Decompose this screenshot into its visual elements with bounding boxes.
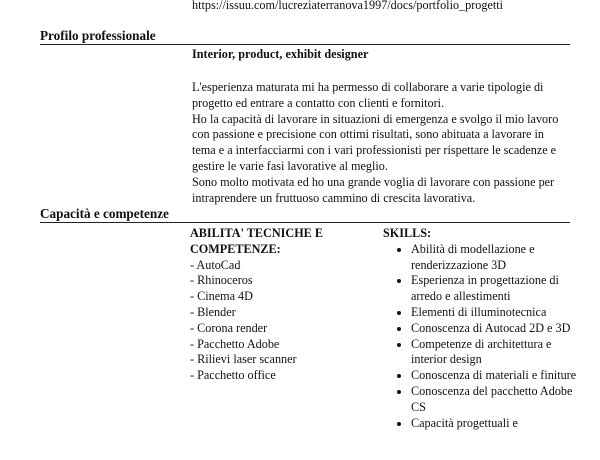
profile-line-3: Sono molto motivata ed ho una grande voglia di lavorare con passione per intraprendere un fruttuoso cammino di crescita lavorativa. [192, 174, 555, 205]
list-item: • Conoscenza del pacchetto Adobe CS [411, 384, 578, 416]
list-item: - Pacchetto office [190, 368, 276, 383]
list-item: - Corona render [190, 320, 268, 335]
portfolio-url[interactable]: https://issuu.com/lucreziaterranova1997/docs/portfolio_progetti [192, 0, 504, 12]
list-item: • Esperienza in progettazione di arredo e allestimenti [411, 273, 578, 305]
list-item: • Competenze di architettura e interior design [411, 337, 578, 369]
list-item: - Rhinoceros [190, 273, 253, 288]
list-item: • Elementi di illuminotecnica [411, 305, 578, 321]
skills-title: SKILLS: [383, 226, 432, 240]
profile-heading: Profilo professionale [40, 28, 156, 43]
list-item: • Conoscenza di materiali e finiture [411, 368, 578, 384]
profile-divider [40, 44, 570, 45]
profile-line-1: L'esperienza maturata mi ha permesso di collaborare a varie tipologie di progetto ed entrare a contatto con clienti e fornitori. [192, 80, 544, 110]
list-item: • Abilità di modellazione e renderizzazione 3D [411, 242, 578, 274]
technical-skills-list [190, 258, 350, 384]
list-item: - Pacchetto Adobe [190, 336, 280, 351]
skills-column [383, 226, 578, 431]
list-item: • Capacità progettuali e [411, 416, 578, 432]
technical-skills-column [190, 226, 350, 384]
list-item: - Blender [190, 304, 236, 319]
list-item: • Conoscenza di Autocad 2D e 3D [411, 321, 578, 337]
technical-skills-title: ABILITA' TECNICHE E COMPETENZE: [190, 226, 323, 256]
skills-heading: Capacità e competenze [40, 206, 169, 221]
list-item: - AutoCad [190, 257, 241, 272]
skills-list [383, 242, 578, 432]
skills-divider [40, 222, 570, 223]
profile-role: Interior, product, exhibit designer [192, 47, 369, 61]
list-item: - Rilievi laser scanner [190, 352, 297, 367]
list-item: - Cinema 4D [190, 289, 253, 304]
profile-paragraph [192, 80, 570, 206]
profile-line-2: Ho la capacità di lavorare in situazioni di emergenza e svolgo il mio lavoro con passione e precisione con ottimi risultati, sono abituata a lavorare in tema e a interfacciarmi con i vari professionisti per rispettare le scadenze e gestire le varie fasi lavorative al meglio. [192, 111, 559, 173]
